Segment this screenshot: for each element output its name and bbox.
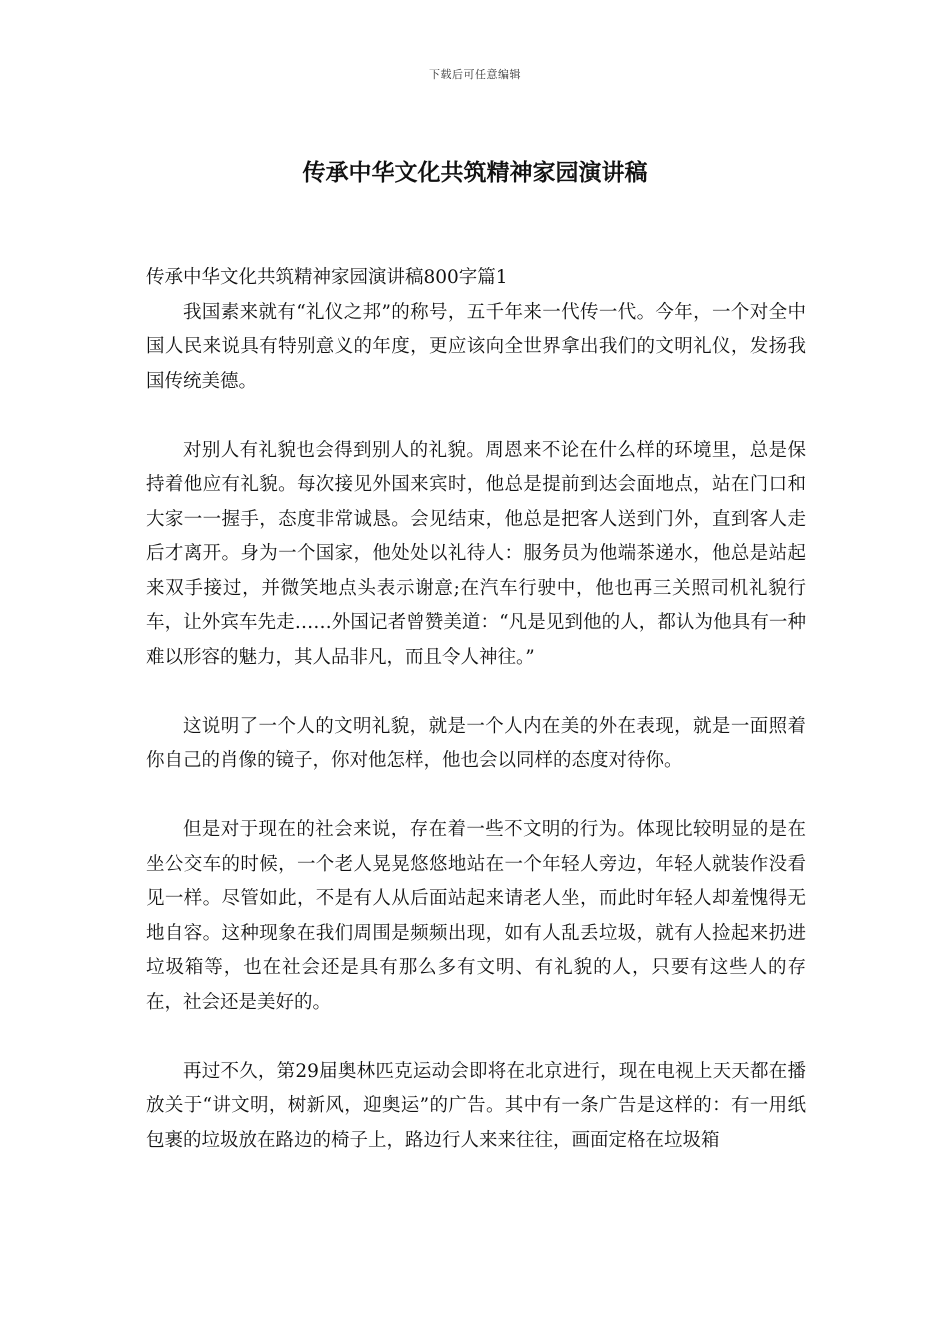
- paragraph-1: 我国素来就有“礼仪之邦”的称号，五千年来一代传一代。今年，一个对全中国人民来说具有特别意义的年度，更应该向全世界拿出我们的文明礼仪，发扬我国传统美德。: [146, 301, 806, 392]
- paragraph-4: 但是对于现在的社会来说，存在着一些不文明的行为。体现比较明显的是在坐公交车的时候，一个老人晃晃悠悠地站在一个年轻人旁边，年轻人就装作没看见一样。尽管如此，不是有人从后面站起来请老人坐，而此时年轻人却羞愧得无地自容。这种现象在我们周围是频频出现，如有人乱丢垃圾，就有人捡起来扔进垃圾箱等，也在社会还是具有那么多有文明、有礼貌的人，只要有这些人的存在，社会还是美好的。: [146, 819, 806, 1013]
- document-title: 传承中华文化共筑精神家园演讲稿: [302, 160, 648, 186]
- paragraph-5: 再过不久，第29届奥林匹克运动会即将在北京进行，现在电视上天天都在播放关于“讲文明，树新风，迎奥运”的广告。其中有一条广告是这样的：有一用纸包裹的垃圾放在路边的椅子上，路边行人来来往往，画面定格在垃圾箱: [146, 1060, 806, 1151]
- header-note: 下载后可任意编辑: [429, 68, 521, 81]
- paragraph-3: 这说明了一个人的文明礼貌，就是一个人内在美的外在表现，就是一面照着你自己的肖像的镜子，你对他怎样，他也会以同样的态度对待你。: [146, 715, 806, 771]
- document-subtitle: 传承中华文化共筑精神家园演讲稿800字篇1: [146, 267, 508, 288]
- document-body: [146, 261, 806, 1193]
- paragraph-2: 对别人有礼貌也会得到别人的礼貌。周恩来不论在什么样的环境里，总是保持着他应有礼貌。每次接见外国来宾时，他总是提前到达会面地点，站在门口和大家一一握手，态度非常诚恳。会见结束，他总是把客人送到门外，直到客人走后才离开。身为一个国家，他处处以礼待人：服务员为他端茶递水，他总是站起来双手接过，并微笑地点头表示谢意;在汽车行驶中，他也再三关照司机礼貌行车，让外宾车先走……外国记者曾赞美道：“凡是见到他的人，都认为他具有一种难以形容的魅力，其人品非凡，而且令人神往。”: [146, 439, 806, 668]
